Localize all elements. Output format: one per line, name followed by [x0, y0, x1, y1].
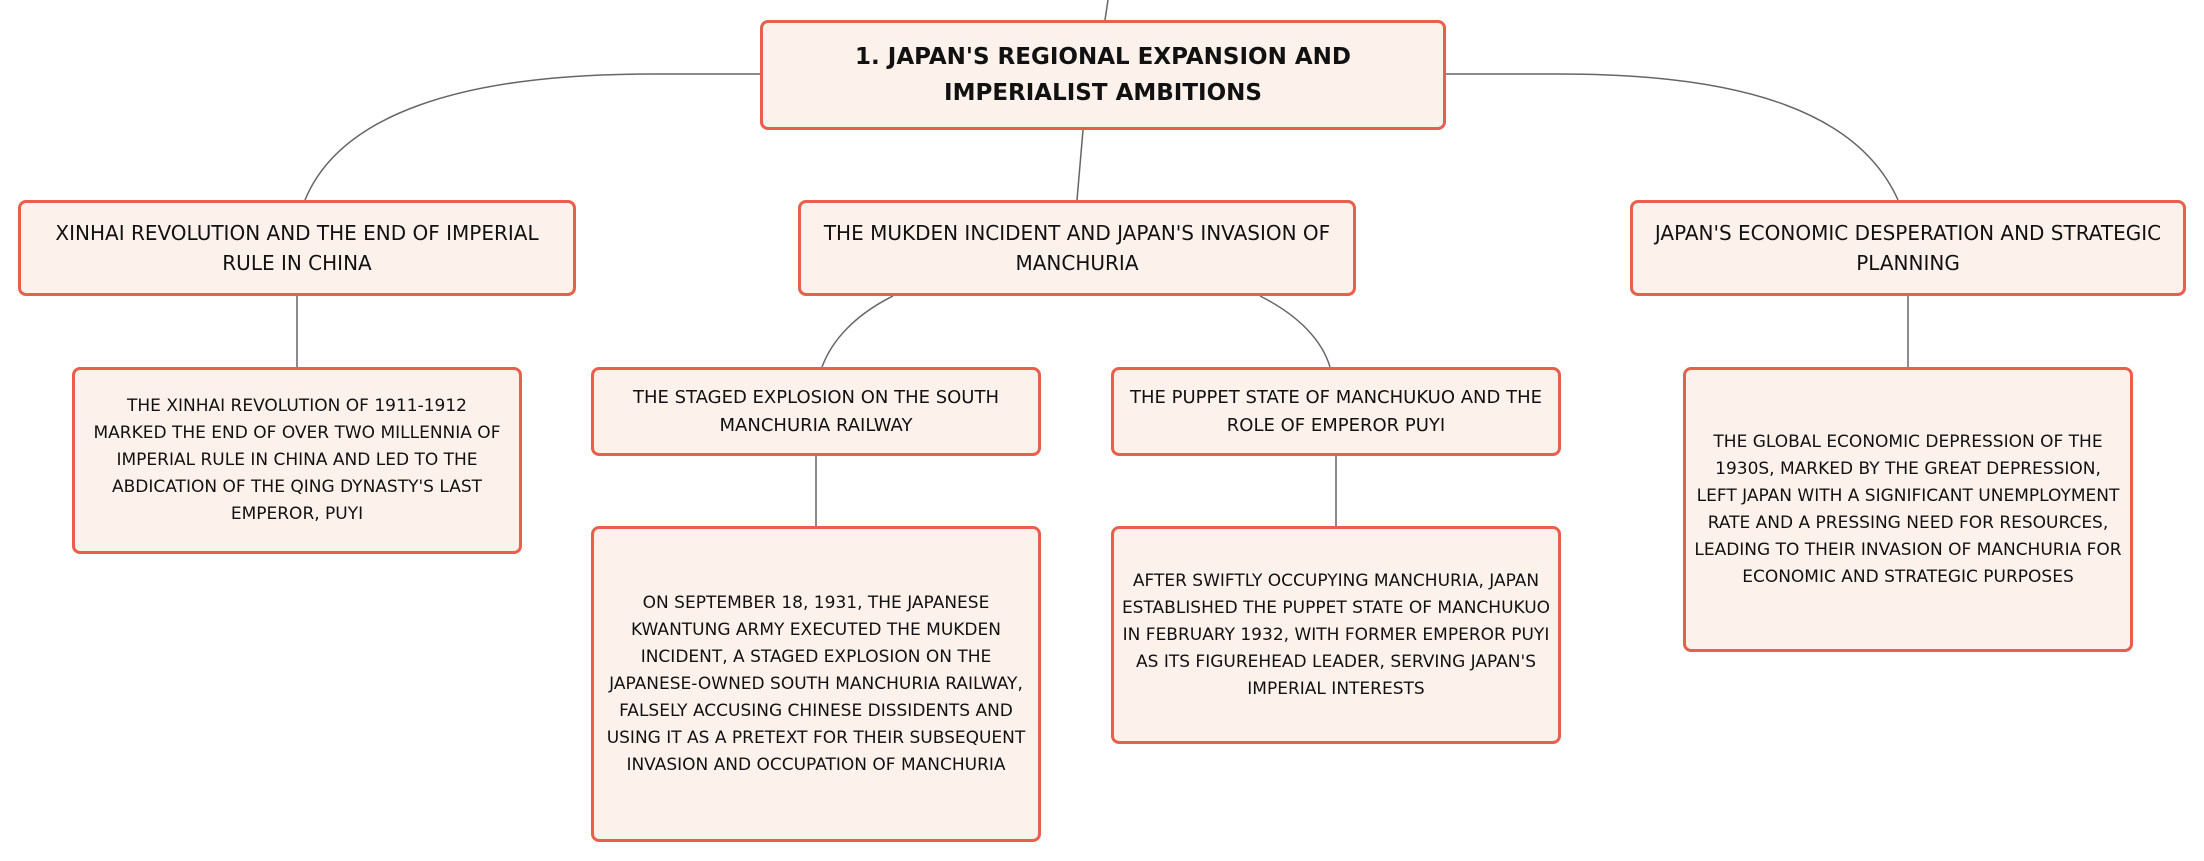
branch-node-economic[interactable] [1630, 200, 2186, 296]
detail-node-text: THE XINHAI REVOLUTION OF 1911-1912 MARKED THE END OF OVER TWO MILLENNIA OF IMPERIAL RULE IN CHINA AND LED TO THE ABDICATION OF THE QING DYNASTY'S LAST EMPEROR, PUYI [93, 396, 501, 524]
branch-node-mukden[interactable] [798, 200, 1356, 296]
subtopic-node-puppet-state[interactable] [1111, 367, 1561, 456]
connector-root-to-xinhai [305, 74, 760, 200]
detail-node-text: ON SEPTEMBER 18, 1931, THE JAPANESE KWANTUNG ARMY EXECUTED THE MUKDEN INCIDENT, A STAGED EXPLOSION ON THE JAPANESE-OWNED SOUTH MANCHURIA RAILWAY, FALSELY ACCUSING CHINESE DISSIDENTS AND USING IT AS A PRETEXT FOR THEIR SUBSEQUENT INVASION AND OCCUPATION OF MANCHURIA [606, 592, 1026, 775]
branch-node-xinhai[interactable] [18, 200, 576, 296]
connector-mukden-to-staged [822, 296, 893, 367]
detail-node-economic[interactable] [1683, 367, 2133, 652]
connector-parent-to-root [1105, 0, 1108, 20]
detail-node-staged-explosion[interactable] [591, 526, 1041, 842]
detail-node-text: THE GLOBAL ECONOMIC DEPRESSION OF THE 1930S, MARKED BY THE GREAT DEPRESSION, LEFT JAPAN WITH A SIGNIFICANT UNEMPLOYMENT RATE AND A PRESSING NEED FOR RESOURCES, LEADING TO THEIR INVASION OF MANCHURIA FOR ECONOMIC AND STRATEGIC PURPOSES [1694, 431, 2122, 587]
branch-node-title: THE MUKDEN INCIDENT AND JAPAN'S INVASION OF MANCHURIA [823, 221, 1331, 275]
root-node-title: 1. JAPAN'S REGIONAL EXPANSION AND IMPERIALIST AMBITIONS [855, 44, 1351, 106]
branch-node-title: JAPAN'S ECONOMIC DESPERATION AND STRATEGIC PLANNING [1654, 221, 2162, 275]
subtopic-node-staged-explosion[interactable] [591, 367, 1041, 456]
subtopic-node-title: THE PUPPET STATE OF MANCHUKUO AND THE ROLE OF EMPEROR PUYI [1130, 386, 1542, 436]
detail-node-text: AFTER SWIFTLY OCCUPYING MANCHURIA, JAPAN ESTABLISHED THE PUPPET STATE OF MANCHUKUO IN FEBRUARY 1932, WITH FORMER EMPEROR PUYI AS ITS FIGUREHEAD LEADER, SERVING JAPAN'S IMPERIAL INTERESTS [1121, 570, 1551, 699]
connector-root-to-mukden [1077, 130, 1083, 200]
detail-node-puppet-state[interactable] [1111, 526, 1561, 744]
connector-mukden-to-puppet [1260, 296, 1330, 367]
subtopic-node-title: THE STAGED EXPLOSION ON THE SOUTH MANCHURIA RAILWAY [632, 386, 1000, 436]
branch-node-title: XINHAI REVOLUTION AND THE END OF IMPERIAL RULE IN CHINA [55, 221, 539, 275]
connector-root-to-economic [1446, 74, 1898, 200]
detail-node-xinhai[interactable] [72, 367, 522, 554]
root-node[interactable] [760, 20, 1446, 130]
